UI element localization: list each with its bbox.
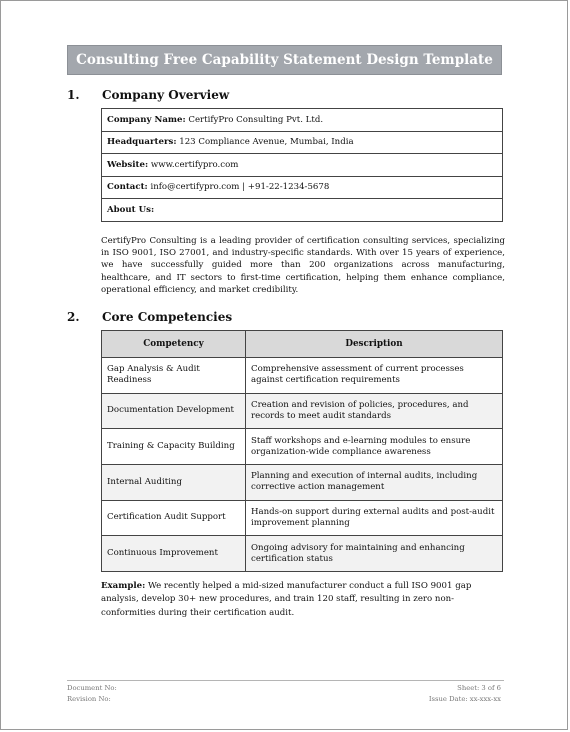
description-cell: Creation and revision of policies, procedures, and records to meet audit standards <box>246 393 503 429</box>
company-info-table <box>101 108 503 222</box>
description-cell: Staff workshops and e-learning modules to ensure organization-wide compliance awareness <box>246 429 503 465</box>
table-row <box>102 154 503 177</box>
competency-cell: Certification Audit Support <box>102 500 246 536</box>
table-row <box>102 500 503 536</box>
table-row <box>102 109 503 132</box>
document-title-text: Consulting Free Capability Statement Design Template <box>76 52 493 68</box>
table-row <box>102 358 503 394</box>
company-name-cell <box>102 109 503 132</box>
field-value: 123 Compliance Avenue, Mumbai, India <box>176 137 354 148</box>
footer-left <box>67 683 117 704</box>
table-row <box>102 393 503 429</box>
issue-date: Issue Date: xx-xxx-xx <box>428 694 501 703</box>
field-value: info@certifypro.com | +91-22-1234-5678 <box>147 182 330 193</box>
field-label: Headquarters: <box>107 137 177 148</box>
section-title: Company Overview <box>102 88 230 102</box>
section-heading-core-competencies <box>67 310 232 324</box>
field-label: Company Name: <box>107 114 186 125</box>
table-header-row <box>102 331 503 358</box>
description-cell: Planning and execution of internal audits, including corrective action management <box>246 465 503 501</box>
field-label: About Us: <box>107 204 155 215</box>
competencies-table <box>101 330 503 572</box>
example-text: We recently helped a mid-sized manufacturer conduct a full ISO 9001 gap analysis, develop 30+ new procedures, and train 120 staff, resulting in zero non-conformities during their certification audit. <box>101 581 472 618</box>
footer-divider <box>67 680 504 681</box>
table-row <box>102 199 503 222</box>
section-number: 1. <box>67 88 80 102</box>
about-us-paragraph: CertifyPro Consulting is a leading provider of certification consulting services, specializing in ISO 9001, ISO 27001, and industry-specific standards. With over 15 years of experience, we have successfully guided more than 200 organizations across manufacturing, healthcare, and IT sectors to first-time certification, helping them enhance compliance, operational efficiency, and market credibility. <box>101 236 505 295</box>
table-row <box>102 536 503 572</box>
headquarters-cell <box>102 131 503 154</box>
document-number-label: Document No: <box>67 684 117 692</box>
field-value: www.certifypro.com <box>148 159 239 170</box>
column-header-competency: Competency <box>102 331 246 358</box>
table-row <box>102 131 503 154</box>
table-row <box>102 429 503 465</box>
section-number: 2. <box>67 310 80 324</box>
field-value: CertifyPro Consulting Pvt. Ltd. <box>185 114 324 125</box>
example-label: Example: <box>101 581 146 591</box>
table-row <box>102 176 503 199</box>
description-cell: Comprehensive assessment of current processes against certification requirements <box>246 358 503 394</box>
competency-cell: Training & Capacity Building <box>102 429 246 465</box>
competency-cell: Internal Auditing <box>102 465 246 501</box>
competency-cell: Gap Analysis & Audit Readiness <box>102 358 246 394</box>
field-label: Contact: <box>107 182 148 193</box>
about-us-cell <box>102 199 503 222</box>
contact-cell <box>102 176 503 199</box>
competency-cell: Documentation Development <box>102 393 246 429</box>
section-title: Core Competencies <box>102 310 233 324</box>
description-cell: Ongoing advisory for maintaining and enhancing certification status <box>246 536 503 572</box>
table-row <box>102 465 503 501</box>
document-title <box>67 45 502 75</box>
website-cell <box>102 154 503 177</box>
description-cell: Hands-on support during external audits and post-audit improvement planning <box>246 500 503 536</box>
sheet-number: Sheet: 3 of 6 <box>457 684 501 692</box>
column-header-description: Description <box>246 331 503 358</box>
competency-cell: Continuous Improvement <box>102 536 246 572</box>
field-label: Website: <box>107 159 149 170</box>
revision-number-label: Revision No: <box>67 694 111 703</box>
example-paragraph <box>101 580 505 620</box>
section-heading-company-overview <box>67 88 229 102</box>
footer-right <box>429 683 501 704</box>
